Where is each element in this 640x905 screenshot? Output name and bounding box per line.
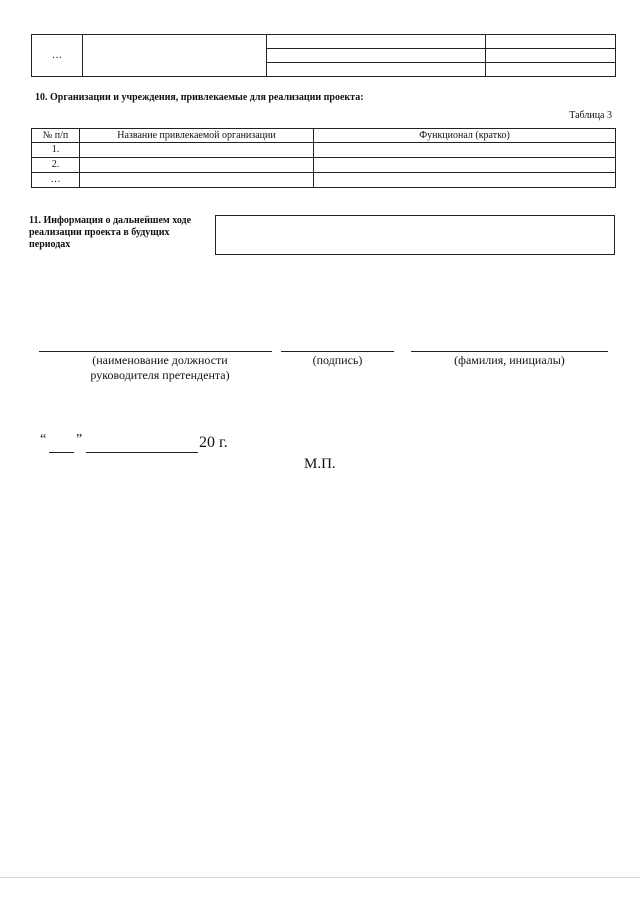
name-caption: (фамилия, инициалы) [454,353,565,367]
table-header-row [32,129,616,143]
day-line[interactable] [49,452,74,453]
table-row [32,173,616,188]
month-line[interactable] [86,452,198,453]
table-cell[interactable] [486,35,616,49]
position-line[interactable] [39,351,272,352]
table-row [32,143,616,158]
table-cell-number: … [32,35,83,77]
table-cell[interactable] [486,49,616,63]
stamp-label: М.П. [304,456,336,472]
organizations-table [31,128,616,188]
table-cell[interactable] [486,63,616,77]
date-close-quote: ” [76,432,83,447]
signature-caption: (подпись) [312,353,363,367]
organization-cell[interactable] [80,143,314,158]
column-header-function: Функционал (кратко) [314,129,616,143]
row-number: 1. [32,143,80,158]
name-line[interactable] [411,351,608,352]
section-10-heading: 10. Организации и учреждения, привлекаемые для реализации проекта: [35,92,364,103]
scan-edge-divider [0,877,640,878]
function-cell[interactable] [314,143,616,158]
table-caption: Таблица 3 [569,110,612,121]
table-row [32,158,616,173]
signature-line[interactable] [281,351,394,352]
section-11-heading: 11. Информация о дальнейшем ходе реализации проекта в будущих периодах [29,215,192,250]
column-header-number: № п/п [32,129,80,143]
table-cell[interactable] [267,49,486,63]
future-periods-field[interactable] [215,215,615,255]
table-cell[interactable] [267,63,486,77]
function-cell[interactable] [314,173,616,188]
row-number: 2. [32,158,80,173]
table-cell[interactable] [83,35,267,77]
year-suffix: 20 г. [199,434,228,451]
organization-cell[interactable] [80,173,314,188]
organization-cell[interactable] [80,158,314,173]
column-header-organization: Название привлекаемой организации [80,129,314,143]
row-number: … [32,173,80,188]
previous-table-fragment [31,34,616,77]
position-caption: (наименование должности руководителя претендента) [90,353,230,382]
table-cell[interactable] [267,35,486,49]
function-cell[interactable] [314,158,616,173]
date-open-quote: “ [40,432,47,447]
